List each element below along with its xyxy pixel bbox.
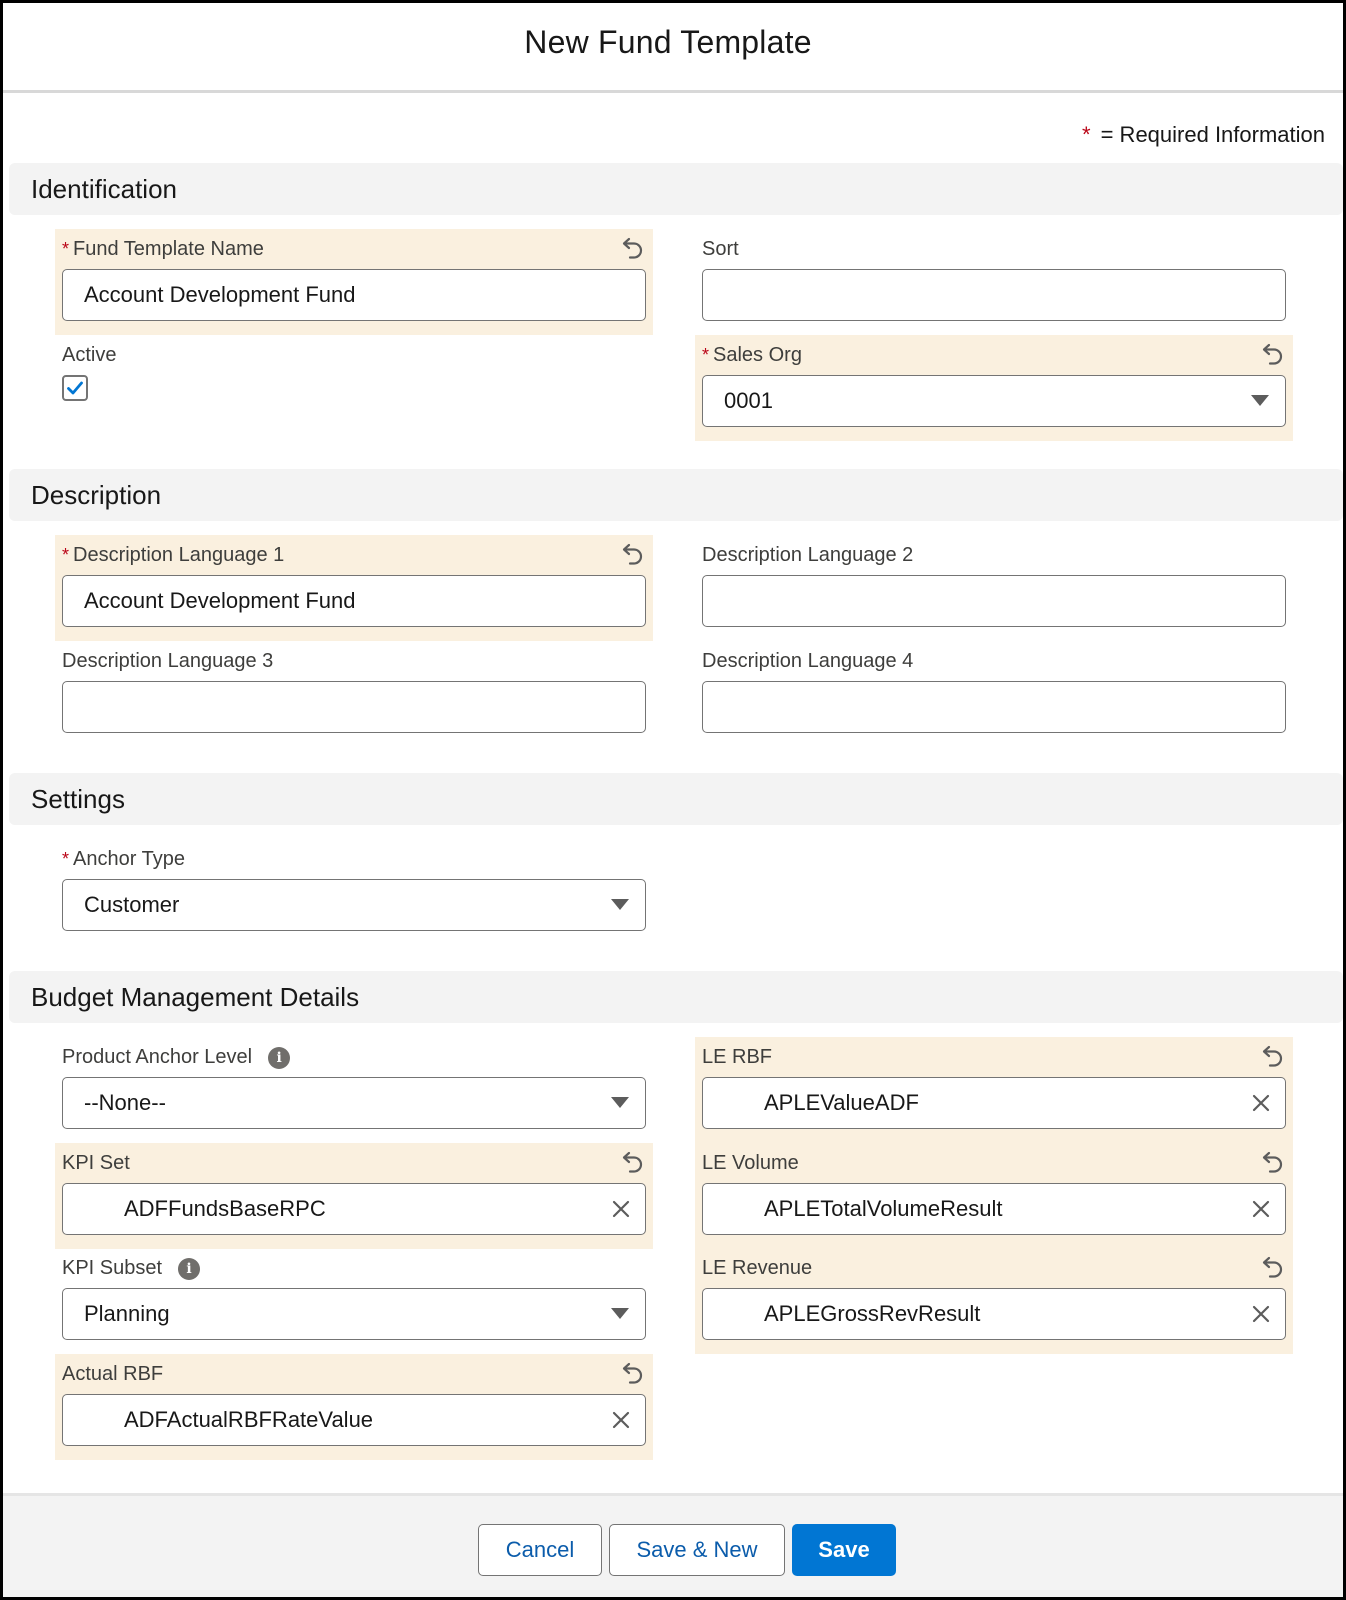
anchor-type-select[interactable] xyxy=(62,879,646,931)
kpi-set-field xyxy=(55,1143,653,1249)
product-anchor-level-select[interactable] xyxy=(62,1077,646,1129)
sort-label: Sort xyxy=(702,238,739,260)
kpi-subset-value: Planning xyxy=(84,1301,170,1326)
section-budget-management[interactable]: Budget Management Details xyxy=(9,971,1343,1023)
sales-org-value: 0001 xyxy=(724,388,773,413)
undo-icon[interactable] xyxy=(1261,1254,1285,1278)
le-revenue-value: APLEGrossRevResult xyxy=(764,1301,981,1326)
le-volume-label: LE Volume xyxy=(702,1152,799,1174)
save-and-new-button[interactable]: Save & New xyxy=(609,1524,785,1576)
undo-icon[interactable] xyxy=(1261,1043,1285,1067)
close-icon[interactable] xyxy=(611,1410,631,1430)
sales-org-select[interactable] xyxy=(702,375,1286,427)
active-field xyxy=(55,335,653,425)
anchor-type-label: * Anchor Type xyxy=(62,848,185,870)
active-label: Active xyxy=(62,344,117,366)
le-volume-field xyxy=(695,1143,1293,1249)
undo-icon[interactable] xyxy=(621,541,645,565)
actual-rbf-label: Actual RBF xyxy=(62,1363,164,1385)
kpi-set-value: ADFFundsBaseRPC xyxy=(124,1196,326,1221)
undo-icon[interactable] xyxy=(1261,341,1285,365)
chevron-down-icon xyxy=(611,1097,629,1108)
required-info-note xyxy=(1082,122,1325,148)
description-language-2-field xyxy=(695,535,1293,641)
description-language-1-field xyxy=(55,535,653,641)
le-revenue-label: LE Revenue xyxy=(702,1257,813,1279)
description-language-3-input[interactable] xyxy=(62,681,646,733)
undo-icon[interactable] xyxy=(621,235,645,259)
checkmark-icon xyxy=(67,381,83,395)
kpi-set-label: KPI Set xyxy=(62,1152,130,1174)
kpi-subset-field xyxy=(55,1248,653,1354)
sort-input[interactable] xyxy=(702,269,1286,321)
info-icon[interactable]: i xyxy=(268,1047,290,1069)
le-rbf-lookup[interactable] xyxy=(702,1077,1286,1129)
required-info-text: = Required Information xyxy=(1100,122,1325,147)
le-rbf-field xyxy=(695,1037,1293,1143)
save-button[interactable]: Save xyxy=(792,1524,896,1576)
le-rbf-value: APLEValueADF xyxy=(764,1090,919,1115)
product-anchor-level-field xyxy=(55,1037,653,1143)
undo-icon[interactable] xyxy=(621,1149,645,1173)
le-volume-lookup[interactable] xyxy=(702,1183,1286,1235)
chevron-down-icon xyxy=(1251,395,1269,406)
modal-title: New Fund Template xyxy=(524,24,812,60)
active-checkbox[interactable] xyxy=(62,375,88,401)
description-language-4-label: Description Language 4 xyxy=(702,650,914,672)
description-language-4-field xyxy=(695,641,1293,747)
sort-field xyxy=(695,229,1293,335)
close-icon[interactable] xyxy=(1251,1199,1271,1219)
le-rbf-label: LE RBF xyxy=(702,1046,773,1068)
description-language-1-label: * Description Language 1 xyxy=(62,544,285,566)
undo-icon[interactable] xyxy=(621,1360,645,1384)
kpi-subset-select[interactable] xyxy=(62,1288,646,1340)
modal-header xyxy=(3,3,1343,93)
actual-rbf-lookup[interactable] xyxy=(62,1394,646,1446)
section-description[interactable]: Description xyxy=(9,469,1343,521)
le-revenue-lookup[interactable] xyxy=(702,1288,1286,1340)
anchor-type-field xyxy=(55,839,653,945)
fund-template-name-field xyxy=(55,229,653,335)
close-icon[interactable] xyxy=(1251,1093,1271,1113)
close-icon[interactable] xyxy=(611,1199,631,1219)
kpi-set-lookup[interactable] xyxy=(62,1183,646,1235)
actual-rbf-value: ADFActualRBFRateValue xyxy=(124,1407,374,1432)
section-settings[interactable]: Settings xyxy=(9,773,1343,825)
description-language-4-input[interactable] xyxy=(702,681,1286,733)
description-language-2-input[interactable] xyxy=(702,575,1286,627)
chevron-down-icon xyxy=(611,1308,629,1319)
sales-org-label: * Sales Org xyxy=(702,344,802,366)
description-language-2-label: Description Language 2 xyxy=(702,544,914,566)
kpi-subset-label: KPI Subset i xyxy=(62,1257,200,1280)
fund-template-name-input[interactable]: Account Development Fund xyxy=(62,269,646,321)
close-icon[interactable] xyxy=(1251,1304,1271,1324)
actual-rbf-field xyxy=(55,1354,653,1460)
sales-org-field xyxy=(695,335,1293,441)
required-star: * xyxy=(1082,122,1091,147)
modal-footer xyxy=(3,1493,1343,1597)
description-language-3-label: Description Language 3 xyxy=(62,650,274,672)
fund-template-name-label: * Fund Template Name xyxy=(62,238,264,260)
le-revenue-field xyxy=(695,1248,1293,1354)
description-language-3-field xyxy=(55,641,653,747)
undo-icon[interactable] xyxy=(1261,1149,1285,1173)
le-volume-value: APLETotalVolumeResult xyxy=(764,1196,1003,1221)
anchor-type-value: Customer xyxy=(84,892,180,917)
product-anchor-level-value: --None-- xyxy=(84,1090,166,1115)
info-icon[interactable]: i xyxy=(178,1258,200,1280)
description-language-1-input[interactable]: Account Development Fund xyxy=(62,575,646,627)
chevron-down-icon xyxy=(611,899,629,910)
cancel-button[interactable]: Cancel xyxy=(478,1524,602,1576)
section-identification[interactable]: Identification xyxy=(9,163,1343,215)
product-anchor-level-label: Product Anchor Level i xyxy=(62,1046,290,1069)
